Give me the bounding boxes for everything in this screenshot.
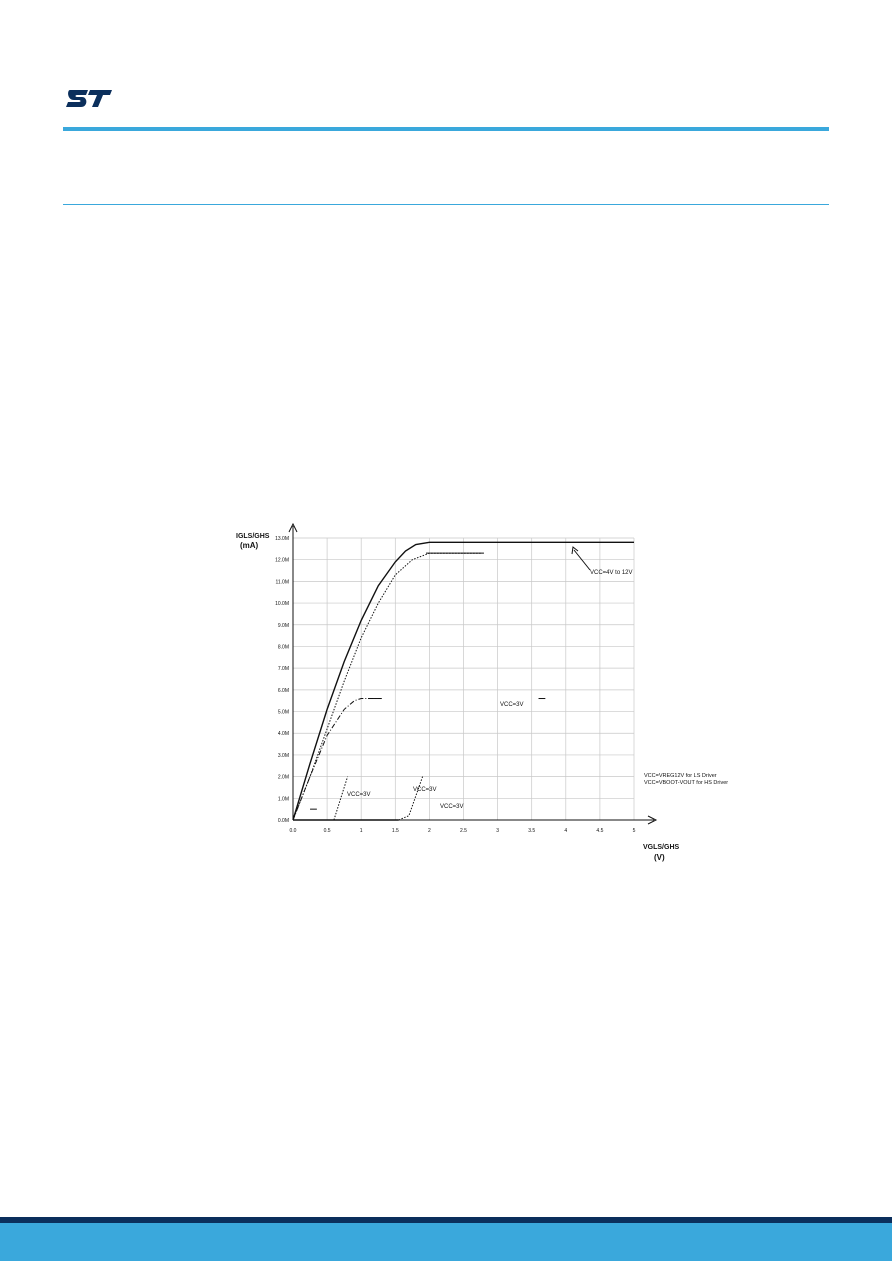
- x-tick-label: 0.5: [323, 828, 331, 834]
- y-tick-label: 10.0M: [275, 601, 289, 608]
- annotation-cond-ls: VCC=VREG12V for LS Driver: [644, 773, 717, 779]
- chart-axes: [289, 524, 656, 824]
- y-tick-label: 13.0M: [275, 536, 289, 542]
- x-tick-label: 0.0: [289, 828, 297, 834]
- y-axis-label: IGLS/GHS: [236, 533, 270, 540]
- y-tick-label: 5.0M: [277, 709, 289, 716]
- y-tick-label: 11.0M: [275, 579, 289, 586]
- chart-ticks: [275, 536, 636, 834]
- x-axis-unit: (V): [654, 853, 665, 862]
- x-tick-label: 3: [496, 828, 499, 834]
- x-tick-label: 2: [428, 828, 431, 834]
- x-tick-label: 4.5: [596, 828, 604, 834]
- x-tick-label: 3.5: [528, 828, 536, 834]
- x-tick-label: 4: [564, 828, 568, 834]
- y-tick-label: 4.0M: [277, 731, 289, 738]
- footer-bar: [0, 1223, 892, 1261]
- x-tick-label: 1.5: [391, 828, 399, 834]
- x-tick-label: 5: [632, 828, 636, 834]
- y-tick-label: 1.0M: [277, 796, 289, 803]
- y-tick-label: 7.0M: [277, 666, 289, 673]
- x-tick-label: 1: [359, 828, 363, 834]
- y-tick-label: 6.0M: [277, 687, 289, 694]
- y-tick-label: 12.0M: [275, 557, 289, 564]
- gate-current-chart: [220, 520, 729, 870]
- y-axis-unit: (mA): [240, 541, 259, 550]
- chart-grid: [293, 538, 634, 820]
- subheader-rule: [63, 204, 829, 205]
- annotation-vcc-3v-right: VCC=3V: [500, 702, 524, 708]
- x-tick-label: 2.5: [460, 828, 467, 834]
- series-line-1: [293, 553, 481, 820]
- y-tick-label: 3.0M: [277, 752, 289, 759]
- annotation-vcc-3v-left: VCC=3V: [347, 792, 371, 798]
- annotation-cond-hs: VCC=VBOOT-VOUT for HS Driver: [644, 780, 729, 786]
- annotation-vcc-mid: VCC=3V: [413, 787, 437, 793]
- annotation-vcc-high: VCC=4V to 12V: [590, 570, 633, 576]
- st-logo: [62, 84, 114, 112]
- series-line-2: [293, 699, 382, 821]
- y-tick-label: 2.0M: [277, 774, 289, 781]
- chart-labels: [236, 533, 728, 862]
- y-tick-label: 8.0M: [277, 644, 289, 651]
- annotation-vcc-3v-low: VCC=3V: [440, 804, 464, 810]
- y-tick-label: 0.0M: [277, 818, 289, 824]
- x-axis-label: VGLS/GHS: [643, 844, 680, 851]
- y-tick-label: 9.0M: [277, 622, 289, 629]
- header-rule: [63, 127, 829, 131]
